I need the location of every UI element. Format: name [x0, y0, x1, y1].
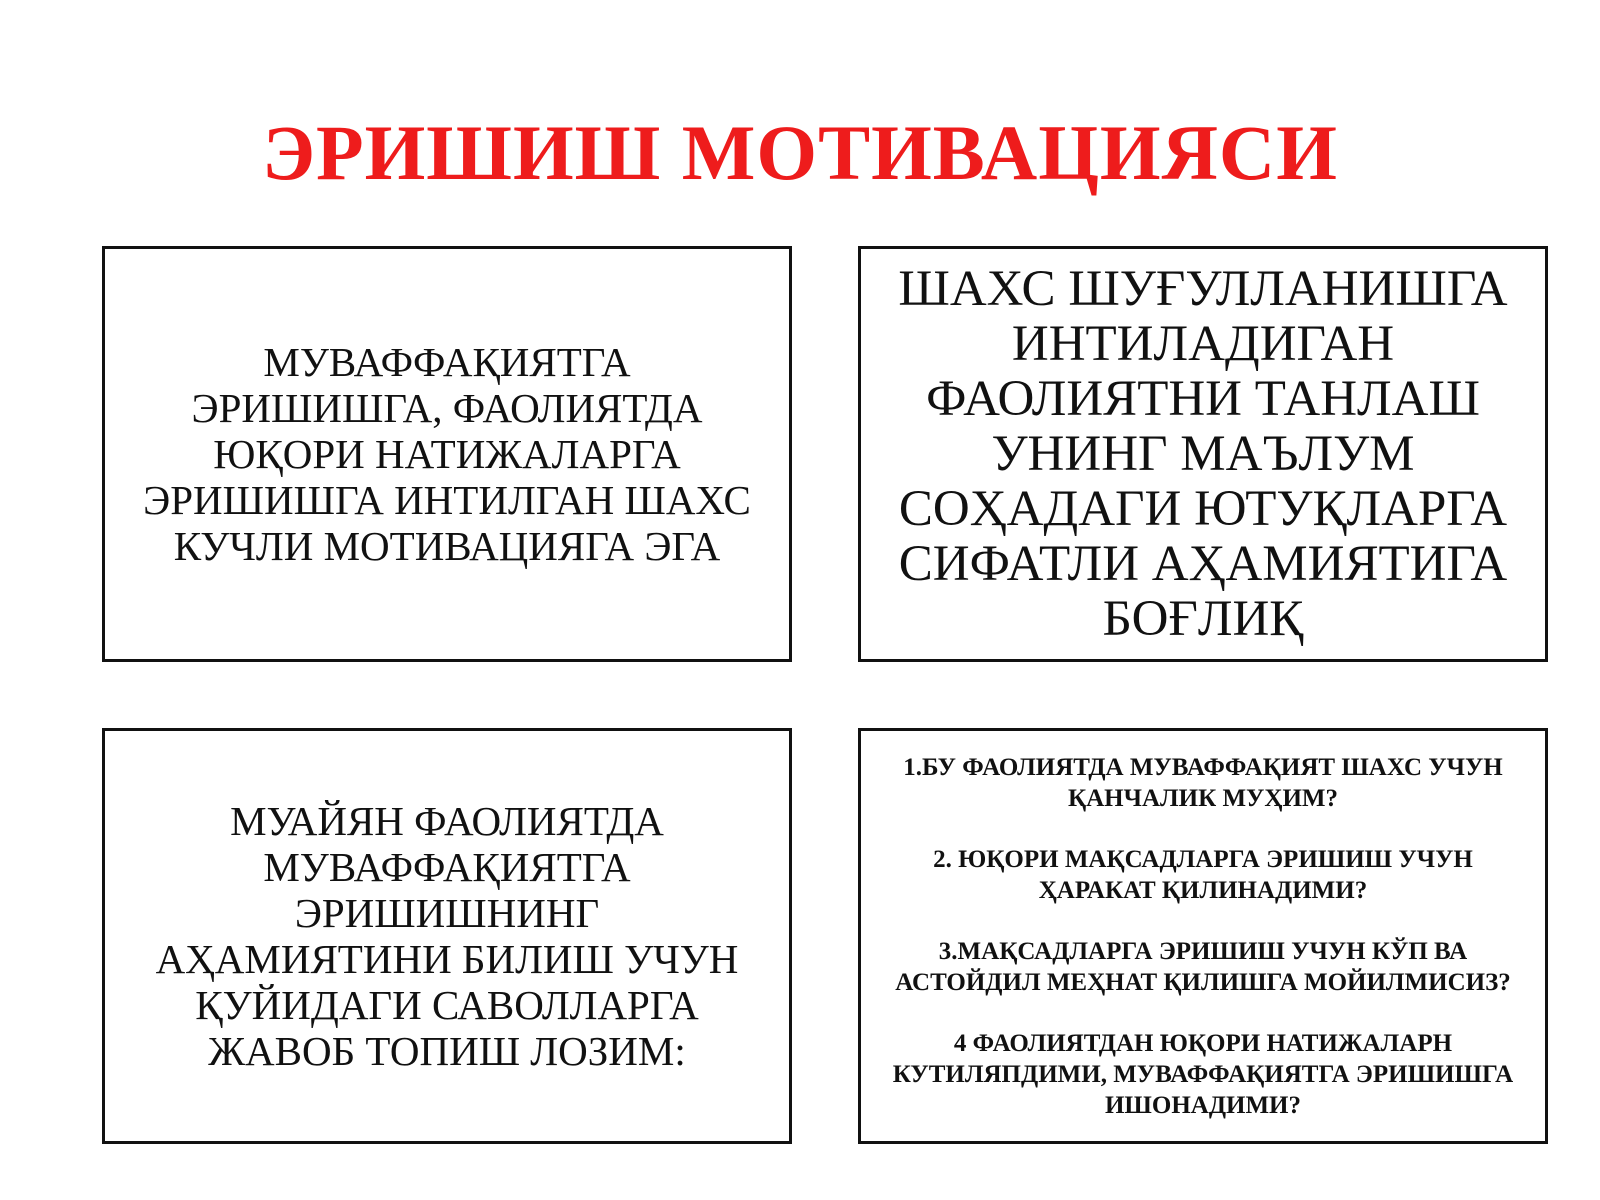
slide-title: ЭРИШИШ МОТИВАЦИЯСИ: [262, 109, 1338, 196]
question-item: 1.БУ ФАОЛИЯТДА МУВАФФАҚИЯТ ШАХС УЧУН ҚАНЧАЛИК МУҲИМ?: [903, 753, 1503, 812]
question-item: 3.МАҚСАДЛАРГА ЭРИШИШ УЧУН КЎП ВА АСТОЙДИЛ МЕҲНАТ ҚИЛИШГА МОЙИЛМИСИЗ?: [895, 937, 1511, 996]
box-questions-intro: [102, 728, 792, 1144]
box-activity-choice-text: ШАХС ШУҒУЛЛАНИШГА ИНТИЛАДИГАН ФАОЛИЯТНИ ТАНЛАШ УНИНГ МАЪЛУМ СОҲАДАГИ ЮТУҚЛАРГА СИФАТЛИ АҲАМИЯТИГА БОҒЛИҚ: [898, 260, 1508, 647]
question-item: 4 ФАОЛИЯТДАН ЮҚОРИ НАТИЖАЛАРН КУТИЛЯПДИМИ, МУВАФФАҚИЯТГА ЭРИШИШГА ИШОНАДИМИ?: [892, 1029, 1514, 1119]
box-achievement-definition-text: МУВАФФАҚИЯТГА ЭРИШИШГА, ФАОЛИЯТДА ЮҚОРИ НАТИЖАЛАРГА ЭРИШИШГА ИНТИЛГАН ШАХС КУЧЛИ МОТИВАЦИЯГА ЭГА: [143, 339, 751, 569]
box-questions-intro-text: МУАЙЯН ФАОЛИЯТДА МУВАФФАҚИЯТГА ЭРИШИШНИНГ АҲАМИЯТИНИ БИЛИШ УЧУН ҚУЙИДАГИ САВОЛЛАРГА ЖАВОБ ТОПИШ ЛОЗИМ:: [155, 798, 739, 1074]
box-questions-list: [858, 728, 1548, 1144]
box-achievement-definition: [102, 246, 792, 662]
box-activity-choice: [858, 246, 1548, 662]
question-item: 2. ЮҚОРИ МАҚСАДЛАРГА ЭРИШИШ УЧУН ҲАРАКАТ ҚИЛИНАДИМИ?: [933, 845, 1473, 904]
